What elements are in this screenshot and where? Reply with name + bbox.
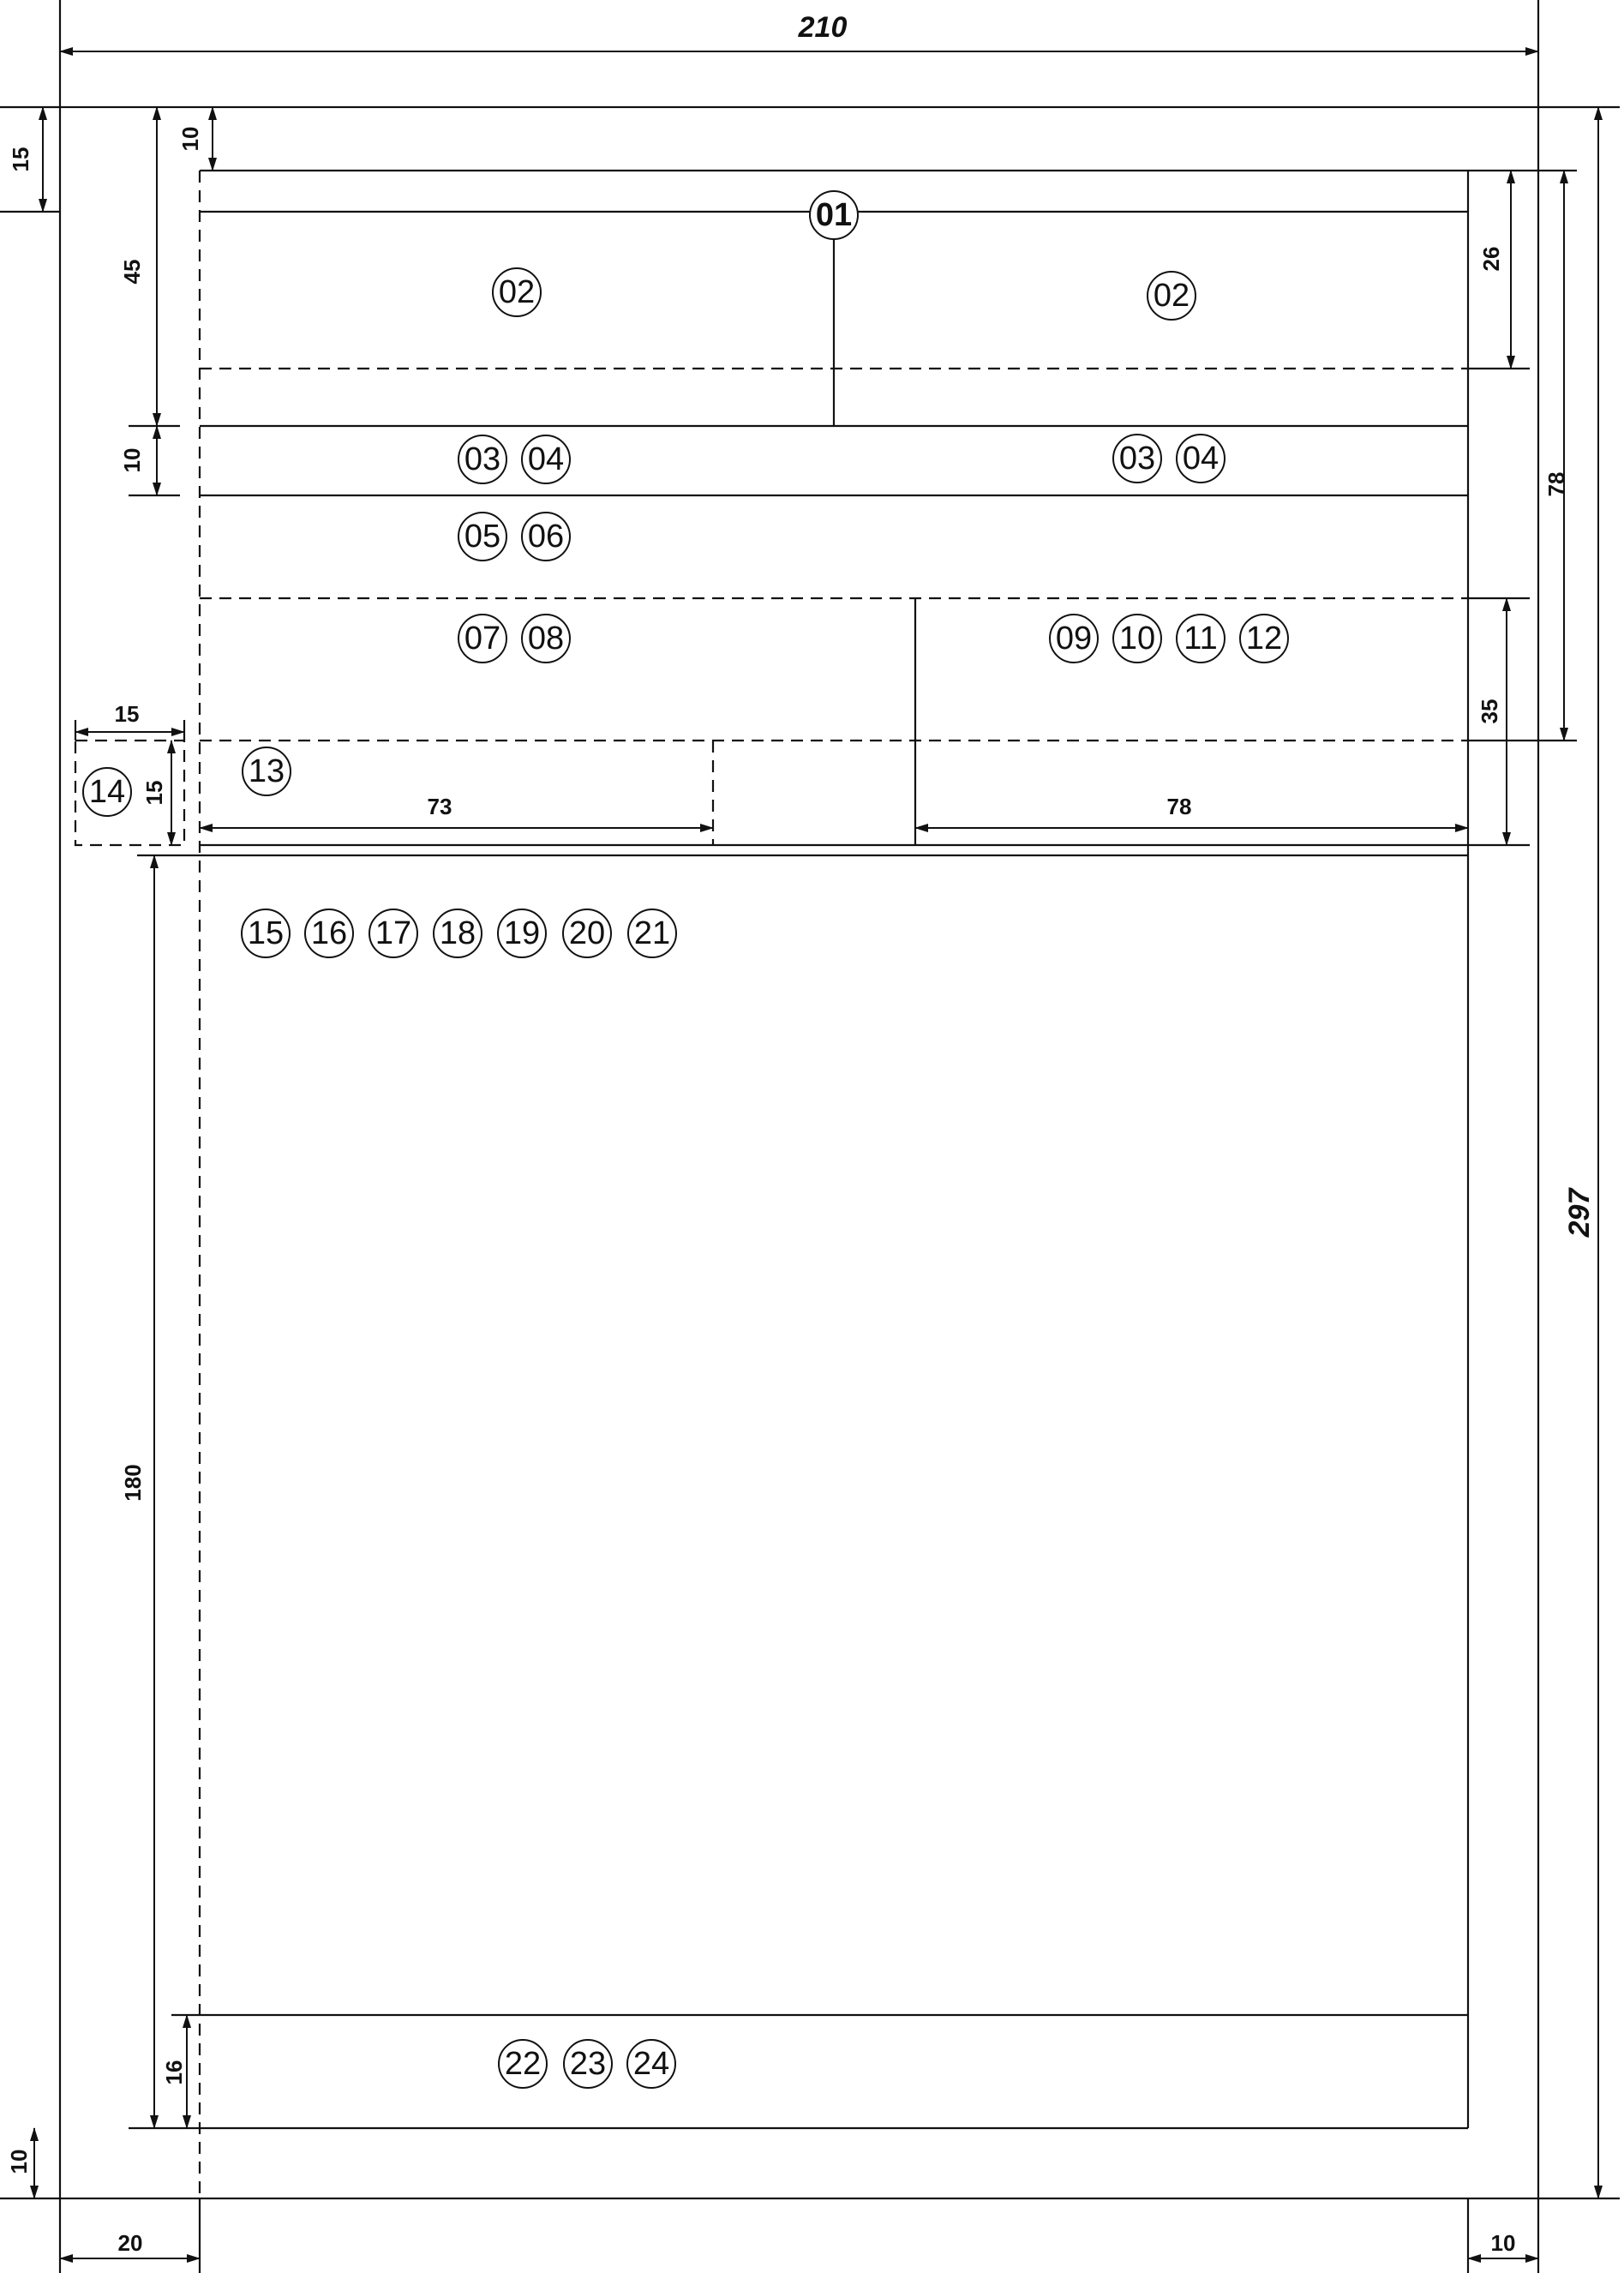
- svg-text:18: 18: [439, 915, 476, 951]
- svg-text:22: 22: [504, 2046, 542, 2082]
- svg-text:14: 14: [88, 774, 126, 810]
- marker-04: [1177, 435, 1225, 483]
- dimension-arrows: [34, 51, 1598, 2258]
- dim-right-field: 78: [1166, 794, 1192, 819]
- marker-03: [1113, 435, 1161, 483]
- marker-24: [627, 2040, 675, 2088]
- marker-04: [522, 435, 570, 483]
- marker-13: [243, 747, 291, 795]
- marker-17: [369, 909, 417, 957]
- svg-text:06: 06: [527, 519, 565, 555]
- dim-header-band: 10: [119, 447, 145, 473]
- dim-upper-block: 78: [1543, 471, 1569, 497]
- svg-text:21: 21: [633, 915, 671, 951]
- page-outline: [60, 107, 1538, 2198]
- marker-12: [1240, 615, 1288, 663]
- svg-text:09: 09: [1055, 621, 1093, 657]
- svg-text:16: 16: [310, 915, 348, 951]
- svg-text:20: 20: [568, 915, 606, 951]
- marker-21: [628, 909, 676, 957]
- content-frame: [200, 171, 1468, 2198]
- dim-header-height: 45: [119, 259, 145, 285]
- marker-02: [1148, 272, 1196, 320]
- svg-text:02: 02: [1153, 278, 1190, 314]
- svg-text:02: 02: [498, 274, 536, 310]
- svg-text:12: 12: [1245, 621, 1283, 657]
- svg-text:24: 24: [632, 2046, 670, 2082]
- dim-fold-box-height: 15: [141, 780, 167, 806]
- marker-08: [522, 615, 570, 663]
- dim-right-margin: 10: [1490, 2230, 1516, 2256]
- dim-body-height: 180: [120, 1464, 146, 1502]
- svg-text:10: 10: [1118, 621, 1156, 657]
- marker-14: [83, 768, 131, 816]
- marker-19: [498, 909, 546, 957]
- dim-bottom-margin: 10: [6, 2149, 32, 2174]
- svg-text:03: 03: [464, 441, 501, 477]
- dim-header-offset: 10: [177, 126, 203, 152]
- svg-text:23: 23: [569, 2046, 607, 2082]
- svg-text:15: 15: [247, 915, 285, 951]
- marker-23: [564, 2040, 612, 2088]
- marker-20: [563, 909, 611, 957]
- marker-22: [499, 2040, 547, 2088]
- svg-text:03: 03: [1118, 441, 1156, 477]
- svg-text:01: 01: [815, 197, 853, 233]
- dim-page-height: 297: [1563, 1188, 1596, 1238]
- marker-02: [493, 268, 541, 316]
- marker-15: [242, 909, 290, 957]
- header-region: [200, 212, 1468, 495]
- dim-left-margin: 20: [117, 2230, 143, 2256]
- marker-10: [1113, 615, 1161, 663]
- dim-fold-box-width: 15: [114, 701, 140, 727]
- svg-text:04: 04: [1182, 441, 1219, 477]
- marker-16: [305, 909, 353, 957]
- svg-text:17: 17: [375, 915, 412, 951]
- dim-address-block: 35: [1477, 699, 1502, 724]
- marker-07: [458, 615, 506, 663]
- dim-footer-height: 16: [161, 2060, 187, 2085]
- svg-text:05: 05: [464, 519, 501, 555]
- marker-11: [1177, 615, 1225, 663]
- marker-18: [434, 909, 482, 957]
- svg-text:13: 13: [248, 753, 285, 789]
- dim-left-field: 73: [427, 794, 452, 819]
- marker-03: [458, 435, 506, 483]
- dim-page-width: 210: [798, 11, 848, 44]
- marker-01: [810, 191, 858, 239]
- marker-09: [1050, 615, 1098, 663]
- svg-text:07: 07: [464, 621, 501, 657]
- dim-header-inner: 26: [1478, 246, 1504, 272]
- svg-text:04: 04: [527, 441, 565, 477]
- dim-top-margin: 15: [8, 147, 33, 172]
- svg-text:11: 11: [1184, 621, 1218, 657]
- svg-text:19: 19: [503, 915, 541, 951]
- marker-05: [458, 513, 506, 561]
- marker-06: [522, 513, 570, 561]
- svg-text:08: 08: [527, 621, 565, 657]
